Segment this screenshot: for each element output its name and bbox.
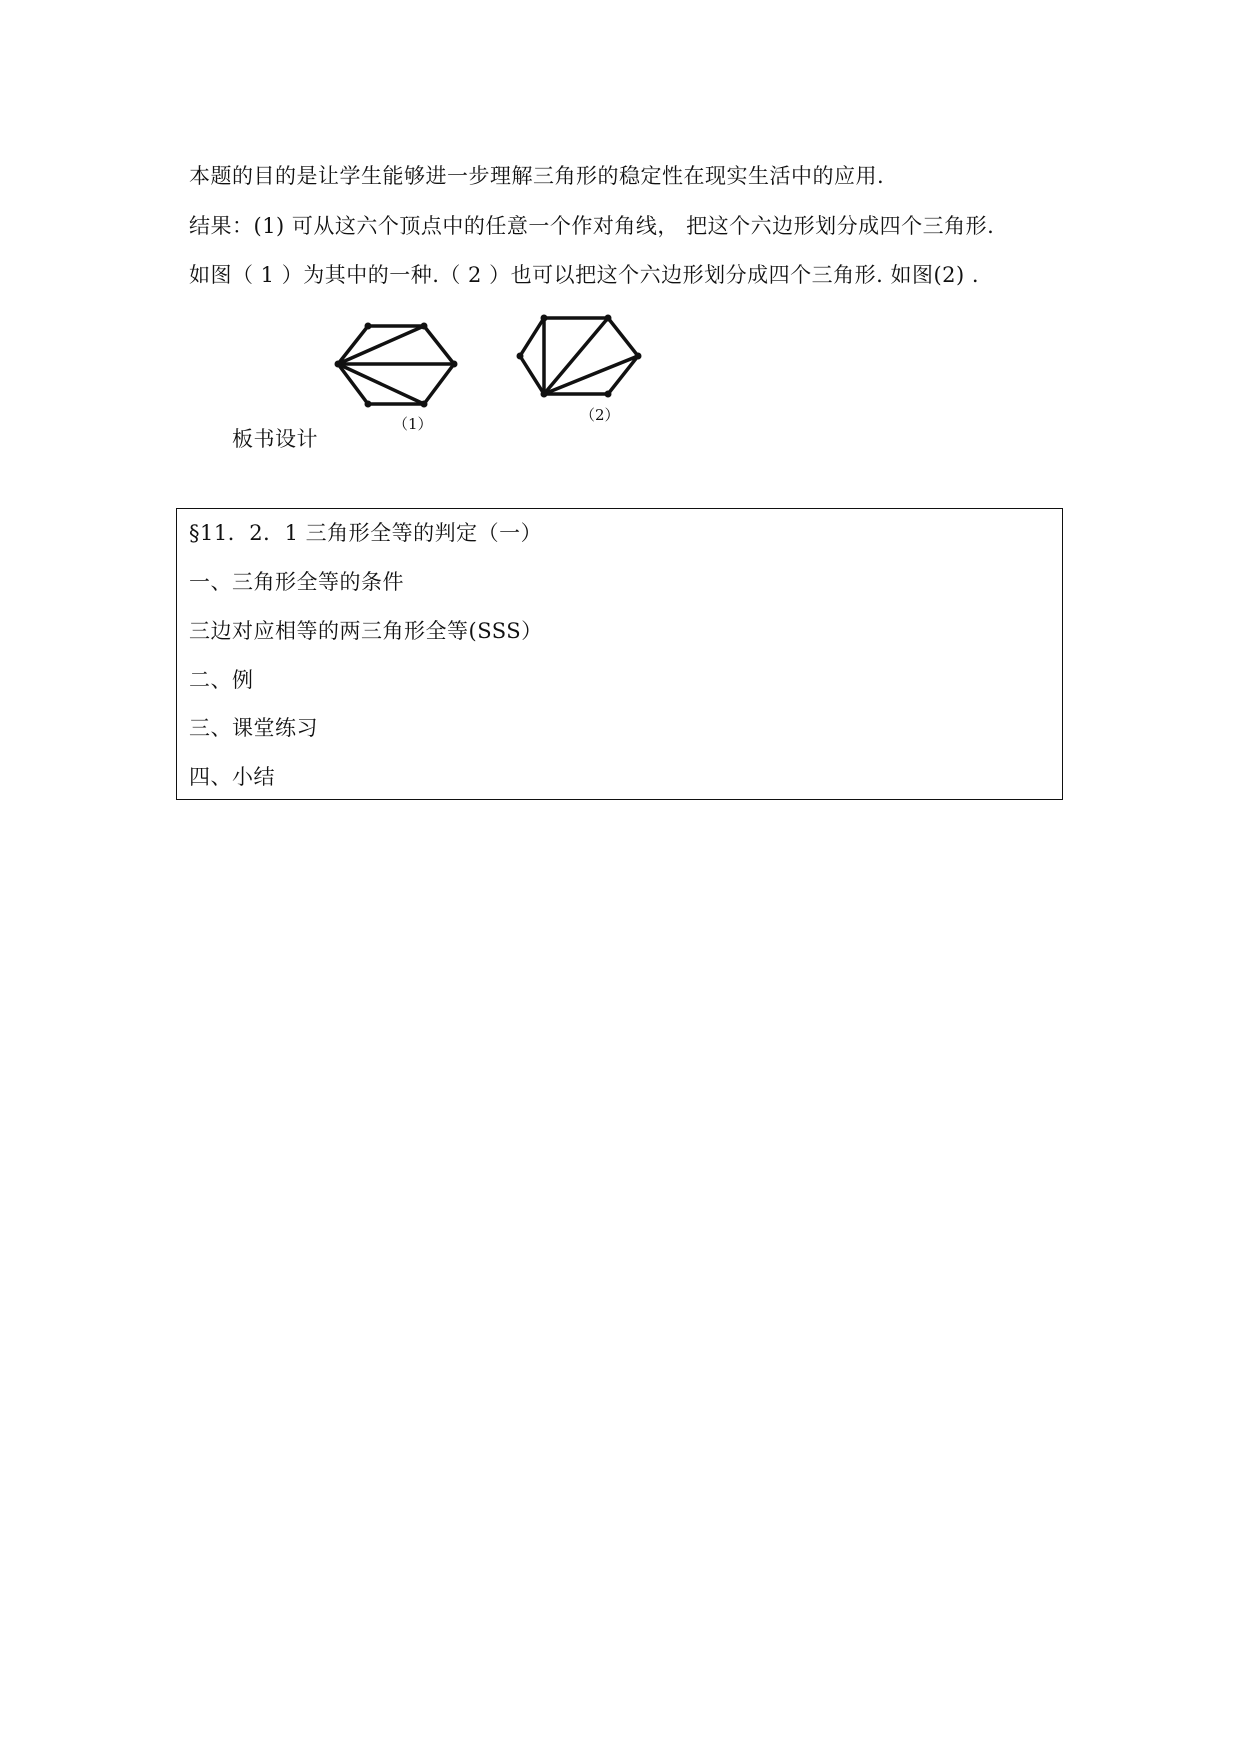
vertex-dot bbox=[451, 361, 458, 368]
figure-1-caption: （1） bbox=[393, 415, 433, 433]
vertex-dot bbox=[541, 315, 548, 322]
vertex-dot bbox=[365, 323, 372, 330]
vertex-dot bbox=[605, 391, 612, 398]
board-design-box bbox=[176, 508, 1063, 800]
vertex-dot bbox=[605, 315, 612, 322]
vertex-dot bbox=[635, 353, 642, 360]
figure-2-caption: （2） bbox=[580, 406, 620, 424]
board-design-label: 板书设计 bbox=[232, 427, 318, 451]
vertex-dot bbox=[517, 353, 524, 360]
hexagon-outline bbox=[520, 318, 638, 394]
hexagon-diagram-1 bbox=[330, 318, 464, 412]
board-heading: §11．2．1 三角形全等的判定（一） bbox=[189, 521, 543, 545]
vertex-dot bbox=[365, 401, 372, 408]
board-item: 三边对应相等的两三角形全等(SSS） bbox=[189, 619, 543, 643]
vertex-dot bbox=[541, 391, 548, 398]
vertex-dot bbox=[421, 323, 428, 330]
hexagon-figure-1 bbox=[330, 318, 464, 412]
vertex-dot bbox=[335, 361, 342, 368]
intro-paragraph: 本题的目的是让学生能够进一步理解三角形的稳定性在现实生活中的应用. bbox=[189, 164, 885, 188]
vertex-dot bbox=[421, 401, 428, 408]
result-paragraph: 结果：(1) 可从这六个顶点中的任意一个作对角线， 把这个六边形划分成四个三角形. bbox=[189, 214, 995, 238]
hexagon-diagram-2 bbox=[514, 312, 648, 402]
board-item: 三、课堂练习 bbox=[189, 716, 318, 740]
board-item: 二、例 bbox=[189, 668, 254, 692]
figure-reference-paragraph: 如图（ 1 ）为其中的一种.（ 2 ）也可以把这个六边形划分成四个三角形. 如图(2) . bbox=[189, 263, 980, 287]
hexagon-figure-2 bbox=[514, 312, 648, 402]
board-item: 一、三角形全等的条件 bbox=[189, 570, 404, 594]
board-item: 四、小结 bbox=[189, 765, 275, 789]
